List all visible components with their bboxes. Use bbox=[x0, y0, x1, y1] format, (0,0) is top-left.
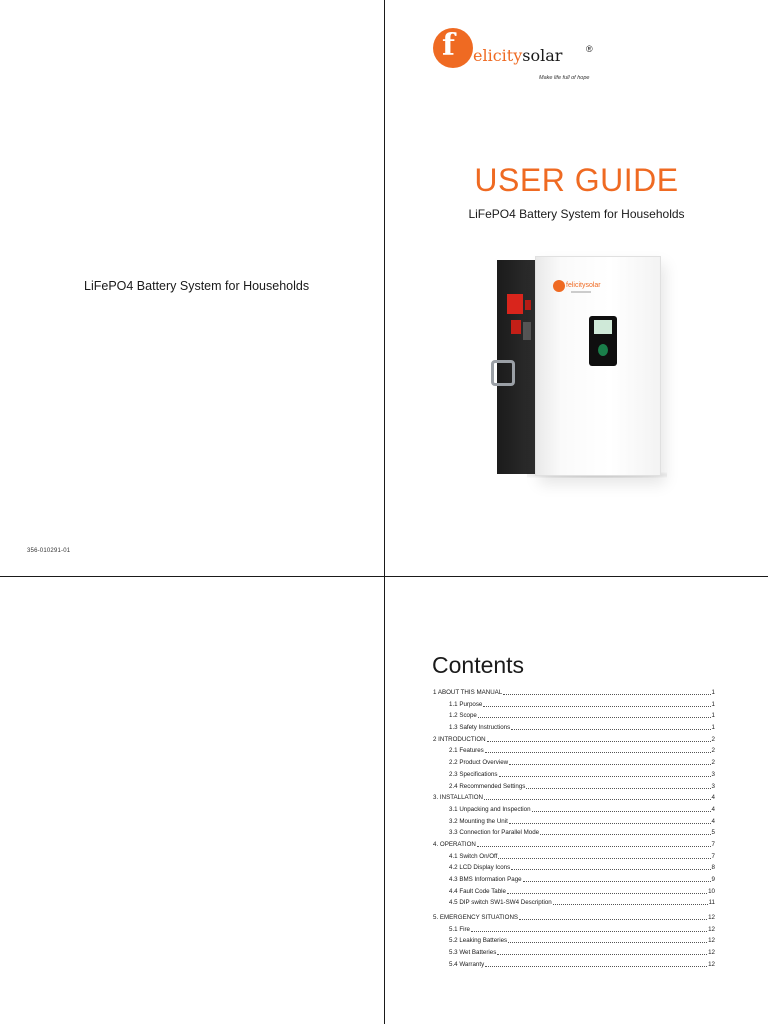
toc-entry-label: 4.4 Fault Code Table bbox=[449, 887, 506, 895]
toc-entry-page: 10 bbox=[708, 887, 715, 895]
toc-entry-label: 4. OPERATION bbox=[433, 840, 476, 848]
registered-mark: ® bbox=[586, 44, 593, 54]
toc-subsection-entry[interactable] bbox=[433, 783, 715, 795]
toc-entry-page: 12 bbox=[708, 960, 715, 968]
toc-entry-page: 7 bbox=[711, 840, 715, 848]
toc-entry-page: 11 bbox=[708, 899, 715, 907]
toc-subsection-entry[interactable] bbox=[433, 747, 715, 759]
toc-entry-page: 1 bbox=[711, 724, 715, 732]
toc-leader-dots bbox=[553, 899, 708, 905]
toc-subsection-entry[interactable] bbox=[433, 712, 715, 724]
toc-subsection-entry[interactable] bbox=[433, 888, 715, 900]
toc-entry-label: 2 INTRODUCTION bbox=[433, 735, 486, 743]
page-divider-vertical bbox=[384, 0, 385, 1024]
toc-entry-label: 2.4 Recommended Settings bbox=[449, 782, 526, 790]
logo-letter: f bbox=[442, 28, 455, 63]
toc-leader-dots bbox=[483, 701, 710, 707]
toc-section-entry[interactable] bbox=[433, 794, 715, 806]
logo-wordmark bbox=[473, 46, 562, 66]
toc-subsection-entry[interactable] bbox=[433, 961, 715, 973]
logo-tagline: Make life full of hope bbox=[539, 75, 590, 81]
toc-entry-label: 5.2 Leaking Batteries bbox=[449, 937, 508, 945]
toc-leader-dots bbox=[519, 914, 707, 920]
toc-leader-dots bbox=[497, 949, 707, 955]
battery-product-image bbox=[497, 256, 667, 478]
toc-entry-page: 12 bbox=[708, 949, 715, 957]
logo-word-primary: elicity bbox=[473, 46, 523, 65]
toc-leader-dots bbox=[511, 724, 710, 730]
toc-entry-label: 4.1 Switch On/Off bbox=[449, 852, 498, 860]
red-connector-icon bbox=[511, 320, 521, 334]
contents-title: Contents bbox=[432, 652, 525, 678]
toc-entry-label: 3.1 Unpacking and Inspection bbox=[449, 805, 531, 813]
toc-entry-label: 1 ABOUT THIS MANUAL bbox=[433, 689, 503, 696]
toc-entry-page: 12 bbox=[708, 925, 715, 933]
toc-leader-dots bbox=[511, 864, 710, 870]
toc-leader-dots bbox=[471, 926, 707, 932]
toc-leader-dots bbox=[509, 759, 710, 765]
toc-entry-label: 1.3 Safety Instructions bbox=[449, 724, 511, 732]
product-logo-icon bbox=[553, 280, 565, 292]
toc-entry-page: 4 bbox=[711, 805, 715, 813]
toc-entry-page: 2 bbox=[711, 759, 715, 767]
toc-entry-label: 5.1 Fire bbox=[449, 925, 470, 933]
toc-entry-label: 4.3 BMS Information Page bbox=[449, 876, 522, 883]
toc-entry-page: 9 bbox=[711, 876, 715, 883]
toc-subsection-entry[interactable] bbox=[433, 876, 715, 888]
toc-entry-label: 1.1 Purpose bbox=[449, 700, 483, 708]
toc-entry-label: 5. EMERGENCY SITUATIONS bbox=[433, 914, 519, 922]
toc-section-entry[interactable] bbox=[433, 841, 715, 853]
toc-subsection-entry[interactable] bbox=[433, 701, 715, 713]
toc-entry-label: 1.2 Scope bbox=[449, 712, 477, 720]
contents-page bbox=[385, 577, 768, 1024]
toc-entry-page: 5 bbox=[711, 829, 715, 837]
power-button-icon bbox=[598, 344, 608, 356]
document-code: 356-010291-01 bbox=[27, 548, 71, 554]
toc-subsection-entry[interactable] bbox=[433, 771, 715, 783]
product-logo-underline bbox=[571, 291, 591, 293]
toc-leader-dots bbox=[540, 829, 710, 835]
logo-word-secondary: solar bbox=[522, 46, 563, 65]
toc-section-entry[interactable] bbox=[433, 914, 715, 926]
toc-entry-label: 3.2 Mounting the Unit bbox=[449, 817, 508, 825]
blank-page bbox=[0, 577, 384, 1024]
toc-subsection-entry[interactable] bbox=[433, 864, 715, 876]
toc-subsection-entry[interactable] bbox=[433, 724, 715, 736]
toc-entry-label: 5.3 Wet Batteries bbox=[449, 949, 497, 957]
toc-subsection-entry[interactable] bbox=[433, 759, 715, 771]
toc-leader-dots bbox=[487, 736, 711, 742]
toc-entry-page: 2 bbox=[711, 735, 715, 743]
toc-section-entry[interactable] bbox=[433, 736, 715, 748]
red-breaker-icon bbox=[507, 294, 523, 314]
toc-subsection-entry[interactable] bbox=[433, 949, 715, 961]
red-terminal-icon bbox=[525, 300, 531, 310]
toc-subsection-entry[interactable] bbox=[433, 937, 715, 949]
toc-subsection-entry[interactable] bbox=[433, 853, 715, 865]
toc-entry-label: 3.3 Connection for Parallel Mode bbox=[449, 829, 540, 837]
toc-subsection-entry[interactable] bbox=[433, 829, 715, 841]
guide-title: USER GUIDE bbox=[474, 162, 679, 198]
toc-leader-dots bbox=[503, 689, 710, 695]
toc-leader-dots bbox=[498, 853, 710, 859]
toc-leader-dots bbox=[485, 961, 707, 967]
toc-subsection-entry[interactable] bbox=[433, 806, 715, 818]
toc-entry-page: 1 bbox=[711, 700, 715, 708]
toc-entry-page: 1 bbox=[711, 712, 715, 720]
toc-entry-label: 2.3 Specifications bbox=[449, 770, 498, 778]
toc-entry-label: 2.2 Product Overview bbox=[449, 759, 509, 767]
toc-entry-page: 3 bbox=[711, 782, 715, 790]
toc-section-entry[interactable] bbox=[433, 689, 715, 701]
toc-entry-label: 4.5 DIP switch SW1-SW4 Description bbox=[449, 899, 552, 907]
toc-leader-dots bbox=[478, 712, 711, 718]
toc-entry-page: 12 bbox=[708, 937, 715, 945]
toc-entry-label: 4.2 LCD Display Icons bbox=[449, 864, 511, 872]
toc-leader-dots bbox=[523, 876, 711, 882]
toc-leader-dots bbox=[499, 771, 711, 777]
back-cover-page bbox=[0, 0, 384, 576]
toc-leader-dots bbox=[526, 783, 710, 789]
toc-entry-page: 4 bbox=[711, 817, 715, 825]
toc-leader-dots bbox=[507, 888, 707, 894]
back-cover-subtitle: LiFePO4 Battery System for Households bbox=[84, 279, 310, 293]
page-divider-horizontal bbox=[0, 576, 768, 577]
toc-leader-dots bbox=[485, 747, 711, 753]
toc-leader-dots bbox=[532, 806, 711, 812]
toc-entry-label: 5.4 Warranty bbox=[449, 960, 485, 968]
toc-leader-dots bbox=[477, 841, 711, 847]
toc-leader-dots bbox=[509, 818, 711, 824]
toc-entry-page: 12 bbox=[708, 914, 715, 922]
toc-leader-dots bbox=[484, 794, 711, 800]
table-of-contents bbox=[433, 689, 715, 973]
toc-entry-page: 1 bbox=[711, 689, 715, 696]
toc-entry-page: 3 bbox=[711, 770, 715, 778]
toc-entry-label: 2.1 Features bbox=[449, 747, 484, 755]
front-cover-page bbox=[385, 0, 768, 576]
toc-subsection-entry[interactable] bbox=[433, 899, 715, 911]
toc-entry-page: 8 bbox=[711, 864, 715, 872]
toc-subsection-entry[interactable] bbox=[433, 926, 715, 938]
toc-subsection-entry[interactable] bbox=[433, 818, 715, 830]
port-connector-icon bbox=[523, 322, 531, 340]
toc-entry-page: 4 bbox=[711, 794, 715, 802]
toc-entry-label: 3. INSTALLATION bbox=[433, 794, 483, 802]
lcd-screen bbox=[594, 320, 612, 334]
product-logo-text: felicitysolar bbox=[566, 282, 601, 289]
battery-side-panel bbox=[497, 260, 537, 474]
front-cover-subtitle: LiFePO4 Battery System for Households bbox=[468, 207, 685, 221]
handle-icon bbox=[491, 360, 515, 386]
toc-entry-page: 7 bbox=[711, 852, 715, 860]
toc-leader-dots bbox=[508, 937, 707, 943]
toc-entry-page: 2 bbox=[711, 747, 715, 755]
brand-logo bbox=[433, 26, 663, 86]
